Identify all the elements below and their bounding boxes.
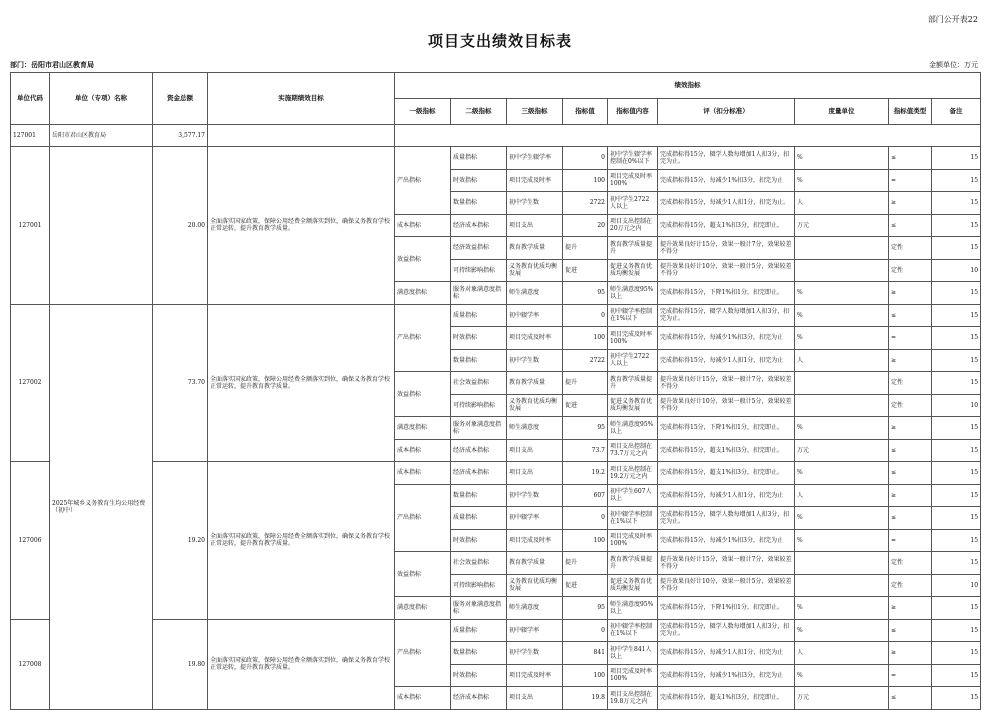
project-name: 2025年城乡义务教育生均公用经费（初中） bbox=[50, 304, 153, 709]
indicator-lvl1: 成本指标 bbox=[395, 439, 451, 462]
indicator-lvl2: 质量指标 bbox=[451, 619, 507, 642]
header-note: 备注 bbox=[932, 99, 981, 125]
header-value: 指标值 bbox=[563, 99, 608, 125]
scoring-standard: 提升效果良好计15分，效果一般计7分，效果较差不得分 bbox=[658, 552, 795, 575]
indicator-lvl3: 义务教育优质均衡发展 bbox=[507, 574, 563, 597]
measure-unit: % bbox=[795, 597, 889, 620]
indicator-value: 提升 bbox=[563, 237, 608, 260]
amount: 73.70 bbox=[153, 304, 208, 462]
scoring-standard: 提升效果良好计15分，效果一般计7分，效果较差不得分 bbox=[658, 372, 795, 395]
indicator-value: 100 bbox=[563, 664, 608, 687]
indicator-lvl2: 经济成本指标 bbox=[451, 214, 507, 237]
summary-row bbox=[11, 125, 981, 147]
indicator-content: 初中学生2722人以上 bbox=[608, 192, 658, 215]
scoring-standard: 提升效果良好计10分，效果一般计5分，效果较差不得分 bbox=[658, 574, 795, 597]
indicator-lvl1: 效益指标 bbox=[395, 372, 451, 417]
indicator-type: 定性 bbox=[889, 394, 932, 417]
indicator-lvl3: 初中学生数 bbox=[507, 349, 563, 372]
note-value: 15 bbox=[932, 327, 981, 350]
table-row bbox=[11, 462, 981, 485]
page-title: 项目支出绩效目标表 bbox=[427, 32, 572, 50]
indicator-value: 促进 bbox=[563, 574, 608, 597]
indicator-lvl1: 满意度指标 bbox=[395, 417, 451, 440]
note-value: 15 bbox=[932, 372, 981, 395]
indicator-value: 提升 bbox=[563, 552, 608, 575]
indicator-lvl1: 产出指标 bbox=[395, 147, 451, 215]
header-measure-unit: 度量单位 bbox=[795, 99, 889, 125]
note-value: 15 bbox=[932, 304, 981, 327]
indicator-lvl2: 时效指标 bbox=[451, 664, 507, 687]
indicator-value: 0 bbox=[563, 147, 608, 170]
scoring-standard: 完成指标得15分，每减少1%扣3分，扣完为止 bbox=[658, 529, 795, 552]
summary-code: 127001 bbox=[11, 125, 50, 147]
amount-unit-label: 金额单位：万元 bbox=[929, 61, 978, 69]
indicator-lvl2: 经济成本指标 bbox=[451, 687, 507, 710]
measure-unit: % bbox=[795, 462, 889, 485]
indicator-value: 841 bbox=[563, 642, 608, 665]
header-indicators: 绩效指标 bbox=[395, 73, 981, 99]
measure-unit: % bbox=[795, 169, 889, 192]
indicator-value: 100 bbox=[563, 529, 608, 552]
indicator-content: 初中辍学率控制在1%以下 bbox=[608, 507, 658, 530]
indicator-content: 初中学生辍学率控制在0%以下 bbox=[608, 147, 658, 170]
indicator-lvl2: 数量指标 bbox=[451, 484, 507, 507]
indicator-type: = bbox=[889, 664, 932, 687]
indicator-lvl2: 可持续影响指标 bbox=[451, 394, 507, 417]
indicator-lvl1: 成本指标 bbox=[395, 214, 451, 237]
header-lvl3: 三级指标 bbox=[507, 99, 563, 125]
indicator-type: ≤ bbox=[889, 507, 932, 530]
header-unit-code: 单位代码 bbox=[11, 73, 50, 125]
indicator-content: 初中学生2722人以上 bbox=[608, 349, 658, 372]
indicator-lvl3: 项目支出 bbox=[507, 462, 563, 485]
header-content: 指标值内容 bbox=[608, 99, 658, 125]
header-scoring: 评（扣分标准） bbox=[658, 99, 795, 125]
indicator-type: 定性 bbox=[889, 574, 932, 597]
measure-unit: % bbox=[795, 147, 889, 170]
measure-unit bbox=[795, 574, 889, 597]
indicator-lvl3: 师生满意度 bbox=[507, 417, 563, 440]
indicator-content: 项目支出控制在20万元之内 bbox=[608, 214, 658, 237]
indicator-type: ≥ bbox=[889, 192, 932, 215]
indicator-lvl1: 产出指标 bbox=[395, 484, 451, 552]
measure-unit: 万元 bbox=[795, 687, 889, 710]
indicator-type: 定性 bbox=[889, 259, 932, 282]
measure-unit bbox=[795, 237, 889, 260]
scoring-standard: 完成指标得15分，超支1%扣3分，扣完即止。 bbox=[658, 687, 795, 710]
goal-text: 全面落实国家政策，保障公用经费全额落实到位，确保义务教育学校正常运转，提升教育教学质量。 bbox=[208, 619, 395, 709]
indicator-content: 教育教学质量提升 bbox=[608, 372, 658, 395]
indicator-lvl2: 服务对象满意度指标 bbox=[451, 417, 507, 440]
indicator-lvl3: 初中辍学率 bbox=[507, 304, 563, 327]
indicator-content: 项目完成及时率100% bbox=[608, 664, 658, 687]
indicator-content: 初中辍学率控制在1%以下 bbox=[608, 304, 658, 327]
indicator-content: 师生满意度95%以上 bbox=[608, 417, 658, 440]
indicator-value: 提升 bbox=[563, 372, 608, 395]
note-value: 15 bbox=[932, 507, 981, 530]
amount: 20.00 bbox=[153, 147, 208, 305]
note-value: 15 bbox=[932, 417, 981, 440]
indicator-lvl3: 项目支出 bbox=[507, 439, 563, 462]
indicator-lvl2: 质量指标 bbox=[451, 147, 507, 170]
note-value: 15 bbox=[932, 552, 981, 575]
indicator-value: 促进 bbox=[563, 259, 608, 282]
indicator-type: = bbox=[889, 169, 932, 192]
indicator-value: 100 bbox=[563, 327, 608, 350]
indicator-content: 项目支出控制在73.7万元之内 bbox=[608, 439, 658, 462]
note-value: 15 bbox=[932, 147, 981, 170]
unit-code: 127008 bbox=[11, 619, 50, 709]
note-value: 15 bbox=[932, 282, 981, 305]
indicator-type: ≥ bbox=[889, 349, 932, 372]
measure-unit: % bbox=[795, 619, 889, 642]
note-value: 15 bbox=[932, 529, 981, 552]
indicator-lvl2: 服务对象满意度指标 bbox=[451, 282, 507, 305]
measure-unit bbox=[795, 259, 889, 282]
note-value: 15 bbox=[932, 597, 981, 620]
indicator-value: 0 bbox=[563, 619, 608, 642]
indicator-lvl2: 质量指标 bbox=[451, 304, 507, 327]
measure-unit: % bbox=[795, 417, 889, 440]
scoring-standard: 完成指标得15分，每减少1%扣3分，扣完为止 bbox=[658, 169, 795, 192]
measure-unit: 人 bbox=[795, 642, 889, 665]
scoring-standard: 完成指标得15分，每减少1人扣1分，扣完为止。 bbox=[658, 192, 795, 215]
note-value: 15 bbox=[932, 664, 981, 687]
scoring-standard: 完成指标得15分，每减少1%扣3分，扣完为止 bbox=[658, 664, 795, 687]
scoring-standard: 完成指标得15分，下降1%扣1分，扣完即止。 bbox=[658, 597, 795, 620]
measure-unit: % bbox=[795, 529, 889, 552]
indicator-lvl2: 可持续影响指标 bbox=[451, 574, 507, 597]
indicator-lvl3: 项目支出 bbox=[507, 687, 563, 710]
note-value: 15 bbox=[932, 462, 981, 485]
indicator-type: = bbox=[889, 327, 932, 350]
indicator-content: 项目支出控制在19.2万元之内 bbox=[608, 462, 658, 485]
indicator-value: 2722 bbox=[563, 349, 608, 372]
scoring-standard: 完成指标得15分，辍学人数每增加1人扣3分，扣完为止。 bbox=[658, 619, 795, 642]
indicator-lvl1: 成本指标 bbox=[395, 462, 451, 485]
indicator-content: 师生满意度95%以上 bbox=[608, 597, 658, 620]
measure-unit bbox=[795, 372, 889, 395]
note-value: 15 bbox=[932, 237, 981, 260]
indicator-type: 定性 bbox=[889, 372, 932, 395]
indicator-content: 初中辍学率控制在1%以下 bbox=[608, 619, 658, 642]
indicator-value: 2722 bbox=[563, 192, 608, 215]
header-lvl1: 一级指标 bbox=[395, 99, 451, 125]
indicator-type: ≤ bbox=[889, 214, 932, 237]
unit-code: 127001 bbox=[11, 147, 50, 305]
indicator-lvl3: 义务教育优质均衡发展 bbox=[507, 394, 563, 417]
indicator-lvl3: 初中学生数 bbox=[507, 192, 563, 215]
indicator-lvl2: 经济成本指标 bbox=[451, 462, 507, 485]
indicator-lvl2: 社会效益指标 bbox=[451, 372, 507, 395]
indicator-content: 项目完成及时率100% bbox=[608, 529, 658, 552]
indicator-lvl3: 项目完成及时率 bbox=[507, 664, 563, 687]
indicator-lvl2: 经济效益指标 bbox=[451, 237, 507, 260]
indicator-type: ≥ bbox=[889, 282, 932, 305]
amount: 19.20 bbox=[153, 462, 208, 620]
measure-unit: % bbox=[795, 327, 889, 350]
table-row bbox=[11, 304, 981, 327]
indicator-value: 0 bbox=[563, 507, 608, 530]
indicator-type: ≥ bbox=[889, 642, 932, 665]
indicator-value: 19.8 bbox=[563, 687, 608, 710]
indicator-lvl3: 项目支出 bbox=[507, 214, 563, 237]
scoring-standard: 完成指标得15分，辍学人数每增加1人扣3分，扣完为止。 bbox=[658, 507, 795, 530]
indicator-content: 初中学生841人以上 bbox=[608, 642, 658, 665]
indicator-content: 项目完成及时率100% bbox=[608, 169, 658, 192]
indicator-lvl2: 服务对象满意度指标 bbox=[451, 597, 507, 620]
indicator-type: ≤ bbox=[889, 147, 932, 170]
measure-unit bbox=[795, 552, 889, 575]
note-value: 10 bbox=[932, 574, 981, 597]
scoring-standard: 完成指标得15分，超支1%扣3分，扣完即止。 bbox=[658, 462, 795, 485]
indicator-type: ≥ bbox=[889, 597, 932, 620]
indicator-type: = bbox=[889, 529, 932, 552]
goal-text: 全面落实国家政策，保障公用经费全额落实到位，确保义务教育学校正常运转，提升教育教学质量。 bbox=[208, 304, 395, 462]
indicator-value: 95 bbox=[563, 282, 608, 305]
indicator-lvl2: 社会效益指标 bbox=[451, 552, 507, 575]
measure-unit: % bbox=[795, 282, 889, 305]
measure-unit: 人 bbox=[795, 192, 889, 215]
department-label: 部门：岳阳市君山区教育局 bbox=[10, 61, 94, 69]
indicator-lvl1: 满意度指标 bbox=[395, 282, 451, 305]
indicator-content: 项目支出控制在19.8万元之内 bbox=[608, 687, 658, 710]
indicator-lvl3: 教育教学质量 bbox=[507, 372, 563, 395]
indicator-content: 促进义务教育优质均衡发展 bbox=[608, 574, 658, 597]
table-row bbox=[11, 619, 981, 642]
indicator-content: 初中学生607人以上 bbox=[608, 484, 658, 507]
note-value: 10 bbox=[932, 394, 981, 417]
scoring-standard: 完成指标得15分，每减少1人扣1分，扣完为止 bbox=[658, 642, 795, 665]
indicator-lvl2: 经济成本指标 bbox=[451, 439, 507, 462]
indicator-type: 定性 bbox=[889, 237, 932, 260]
indicator-lvl2: 时效指标 bbox=[451, 327, 507, 350]
measure-unit: % bbox=[795, 507, 889, 530]
measure-unit: % bbox=[795, 304, 889, 327]
indicator-value: 607 bbox=[563, 484, 608, 507]
indicator-value: 100 bbox=[563, 169, 608, 192]
indicator-type: ≤ bbox=[889, 619, 932, 642]
indicator-content: 项目完成及时率100% bbox=[608, 327, 658, 350]
table-row bbox=[11, 147, 981, 170]
unit-code: 127002 bbox=[11, 304, 50, 462]
scoring-standard: 完成指标得15分，下降1%扣1分，扣完即止。 bbox=[658, 417, 795, 440]
indicator-type: 定性 bbox=[889, 552, 932, 575]
indicator-value: 95 bbox=[563, 597, 608, 620]
note-value: 15 bbox=[932, 619, 981, 642]
note-value: 15 bbox=[932, 642, 981, 665]
indicator-content: 师生满意度95%以上 bbox=[608, 282, 658, 305]
indicator-lvl3: 义务教育优质均衡发展 bbox=[507, 259, 563, 282]
performance-table bbox=[10, 72, 981, 710]
indicator-type: ≤ bbox=[889, 439, 932, 462]
measure-unit: % bbox=[795, 664, 889, 687]
indicator-content: 教育教学质量提升 bbox=[608, 237, 658, 260]
indicator-content: 教育教学质量提升 bbox=[608, 552, 658, 575]
page-corner-label: 部门公开表22 bbox=[927, 15, 978, 24]
indicator-lvl2: 时效指标 bbox=[451, 169, 507, 192]
indicator-lvl3: 师生满意度 bbox=[507, 282, 563, 305]
goal-text: 全面落实国家政策，保障公用经费全额落实到位，确保义务教育学校正常运转，提升教育教学质量。 bbox=[208, 147, 395, 305]
indicator-value: 促进 bbox=[563, 394, 608, 417]
summary-name: 岳阳市君山区教育局 bbox=[50, 125, 153, 147]
header-lvl2: 二级指标 bbox=[451, 99, 507, 125]
indicator-lvl3: 初中辍学率 bbox=[507, 507, 563, 530]
indicator-lvl3: 初中辍学率 bbox=[507, 619, 563, 642]
indicator-type: ≤ bbox=[889, 304, 932, 327]
indicator-lvl3: 初中学生辍学率 bbox=[507, 147, 563, 170]
indicator-lvl2: 数量指标 bbox=[451, 642, 507, 665]
indicator-content: 促进义务教育优质均衡发展 bbox=[608, 259, 658, 282]
measure-unit: 万元 bbox=[795, 214, 889, 237]
indicator-lvl3: 教育教学质量 bbox=[507, 552, 563, 575]
indicator-type: ≥ bbox=[889, 484, 932, 507]
indicator-type: ≥ bbox=[889, 417, 932, 440]
scoring-standard: 完成指标得15分，辍学人数每增加1人扣3分，扣完为止。 bbox=[658, 304, 795, 327]
indicator-content: 促进义务教育优质均衡发展 bbox=[608, 394, 658, 417]
scoring-standard: 完成指标得15分，每减少1人扣1分，扣完为止 bbox=[658, 484, 795, 507]
scoring-standard: 完成指标得15分，超支1%扣3分，扣完即止。 bbox=[658, 439, 795, 462]
indicator-value: 95 bbox=[563, 417, 608, 440]
amount: 19.80 bbox=[153, 619, 208, 709]
indicator-lvl1: 满意度指标 bbox=[395, 597, 451, 620]
note-value: 15 bbox=[932, 349, 981, 372]
measure-unit bbox=[795, 394, 889, 417]
measure-unit: 人 bbox=[795, 349, 889, 372]
note-value: 15 bbox=[932, 687, 981, 710]
note-value: 15 bbox=[932, 439, 981, 462]
indicator-lvl1: 产出指标 bbox=[395, 304, 451, 372]
unit-code: 127006 bbox=[11, 462, 50, 620]
indicator-lvl3: 师生满意度 bbox=[507, 597, 563, 620]
indicator-value: 19.2 bbox=[563, 462, 608, 485]
indicator-lvl1: 产出指标 bbox=[395, 619, 451, 687]
measure-unit: 人 bbox=[795, 484, 889, 507]
note-value: 15 bbox=[932, 192, 981, 215]
indicator-value: 20 bbox=[563, 214, 608, 237]
indicator-lvl2: 质量指标 bbox=[451, 507, 507, 530]
summary-amount: 3,577.17 bbox=[153, 125, 208, 147]
scoring-standard: 提升效果良好计10分，效果一般计5分，效果较差不得分 bbox=[658, 259, 795, 282]
indicator-type: ≤ bbox=[889, 462, 932, 485]
scoring-standard: 完成指标得15分，超支1%扣3分，扣完即止。 bbox=[658, 214, 795, 237]
scoring-standard: 完成指标得15分，辍学人数每增加1人扣3分，扣完为止。 bbox=[658, 147, 795, 170]
header-amount: 资金总额 bbox=[153, 73, 208, 125]
indicator-lvl3: 项目完成及时率 bbox=[507, 327, 563, 350]
note-value: 15 bbox=[932, 169, 981, 192]
indicator-lvl1: 效益指标 bbox=[395, 552, 451, 597]
note-value: 15 bbox=[932, 484, 981, 507]
scoring-standard: 完成指标得15分，每减少1人扣1分，扣完为止 bbox=[658, 349, 795, 372]
indicator-lvl3: 教育教学质量 bbox=[507, 237, 563, 260]
indicator-lvl2: 可持续影响指标 bbox=[451, 259, 507, 282]
header-type: 指标值类型 bbox=[889, 99, 932, 125]
indicator-lvl3: 初中学生数 bbox=[507, 642, 563, 665]
header-goal: 实施期绩效目标 bbox=[208, 73, 395, 125]
scoring-standard: 完成指标得15分，下降1%扣1分，扣完即止。 bbox=[658, 282, 795, 305]
indicator-lvl2: 数量指标 bbox=[451, 349, 507, 372]
measure-unit: 万元 bbox=[795, 439, 889, 462]
header-unit-name: 单位（专项）名称 bbox=[50, 73, 153, 125]
scoring-standard: 提升效果良好计15分，效果一般计7分，效果较差不得分 bbox=[658, 237, 795, 260]
goal-text: 全面落实国家政策，保障公用经费全额落实到位，确保义务教育学校正常运转，提升教育教学质量。 bbox=[208, 462, 395, 620]
indicator-value: 0 bbox=[563, 304, 608, 327]
table-body bbox=[11, 125, 981, 710]
indicator-type: ≤ bbox=[889, 687, 932, 710]
indicator-lvl3: 初中学生数 bbox=[507, 484, 563, 507]
scoring-standard: 完成指标得15分，每减少1%扣3分，扣完为止 bbox=[658, 327, 795, 350]
indicator-value: 73.7 bbox=[563, 439, 608, 462]
indicator-lvl1: 成本指标 bbox=[395, 687, 451, 710]
indicator-lvl1: 效益指标 bbox=[395, 237, 451, 282]
scoring-standard: 提升效果良好计10分，效果一般计5分，效果较差不得分 bbox=[658, 394, 795, 417]
indicator-lvl3: 项目完成及时率 bbox=[507, 169, 563, 192]
note-value: 10 bbox=[932, 259, 981, 282]
indicator-lvl2: 数量指标 bbox=[451, 192, 507, 215]
indicator-lvl2: 时效指标 bbox=[451, 529, 507, 552]
note-value: 15 bbox=[932, 214, 981, 237]
indicator-lvl3: 项目完成及时率 bbox=[507, 529, 563, 552]
